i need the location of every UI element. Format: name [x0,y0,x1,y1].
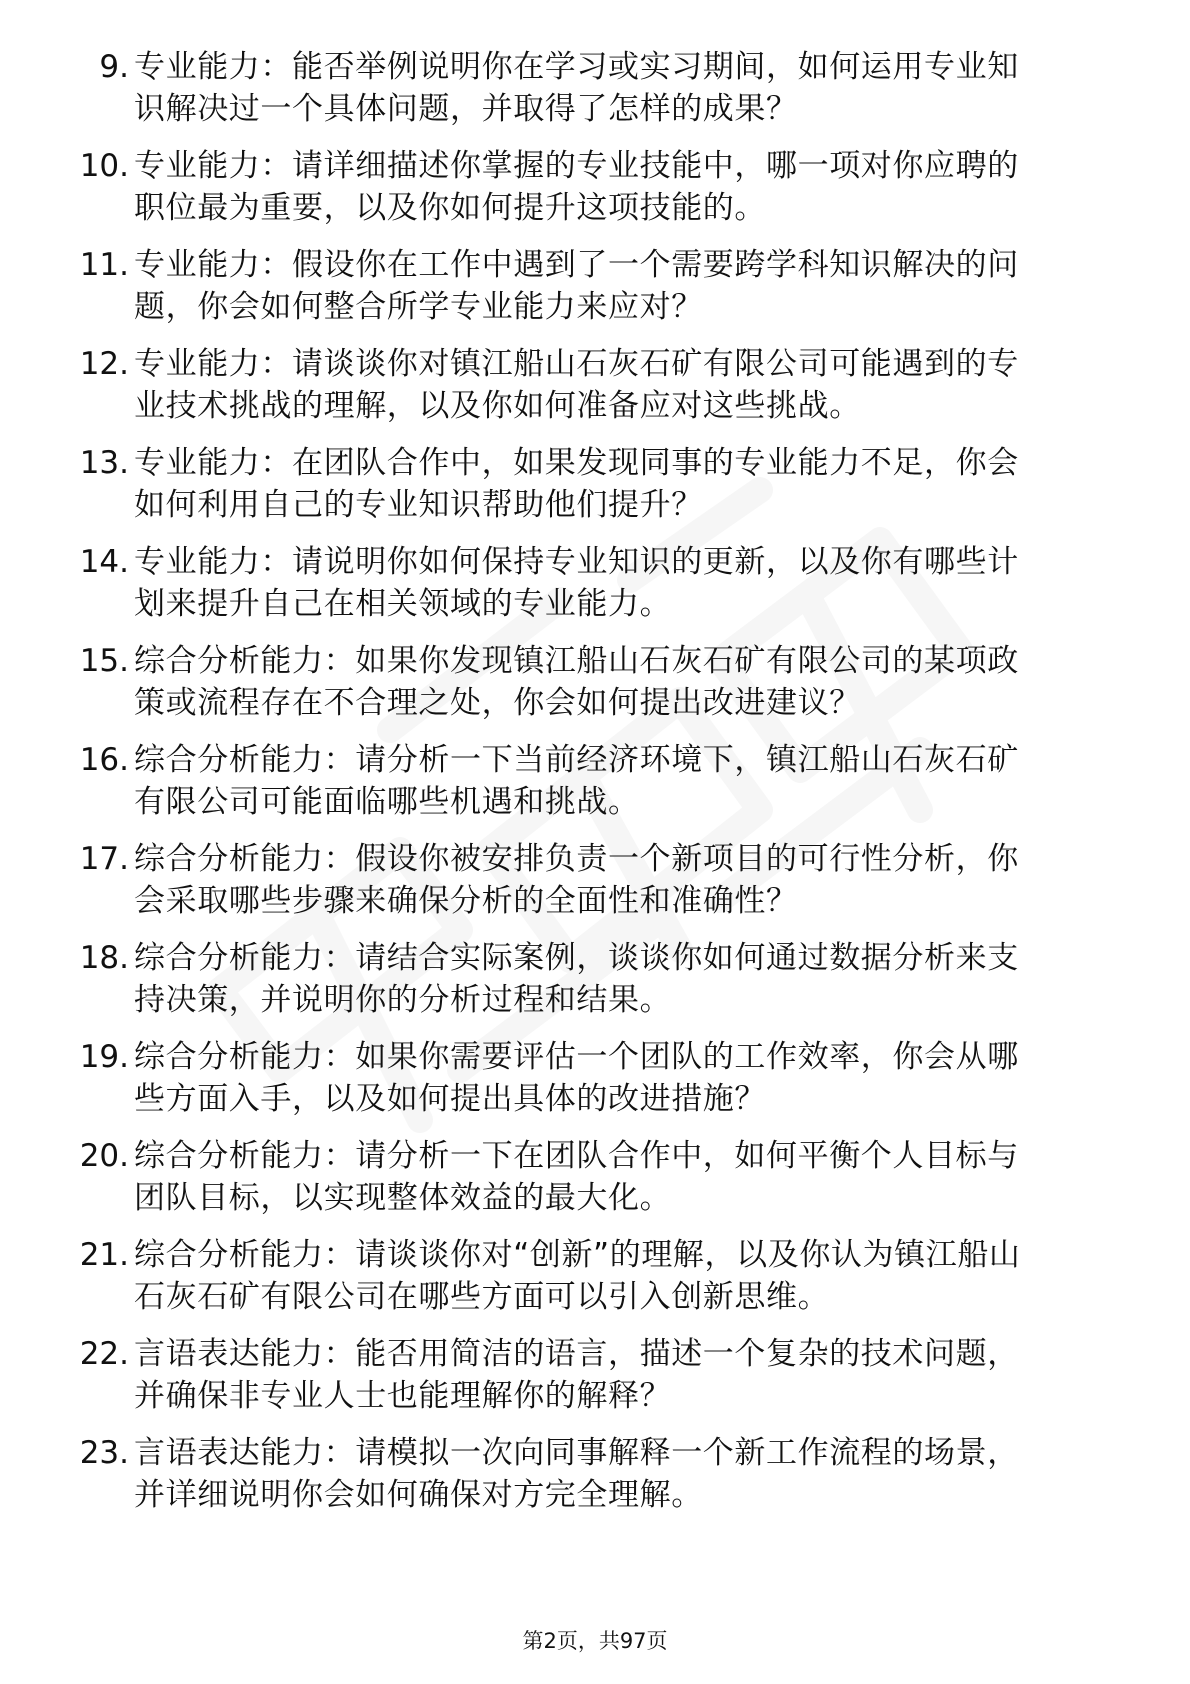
question-list [0,46,1190,1531]
question-text-line: 并确保非专业人士也能理解你的解释？ [134,1378,672,1414]
question-text-line: 持决策，并说明你的分析过程和结果。 [134,982,672,1018]
question-text-line: 言语表达能力：请模拟一次向同事解释一个新工作流程的场景， [134,1435,1019,1471]
question-text [134,343,1124,427]
question-text [134,541,1124,625]
page-footer [0,1627,1190,1655]
question-text [134,46,1124,130]
question-item [0,1036,1190,1135]
question-text-line: 综合分析能力：请谈谈你对“创新”的理解，以及你认为镇江船山 [134,1237,1021,1273]
question-item [0,1333,1190,1432]
question-text [134,838,1124,922]
question-number: 21. [79,1237,129,1273]
question-item [0,1234,1190,1333]
question-text-line: 专业能力：在团队合作中，如果发现同事的专业能力不足，你会 [134,445,1019,481]
question-text [134,640,1124,724]
question-number: 10. [79,148,129,184]
question-text-line: 团队目标，以实现整体效益的最大化。 [134,1180,672,1216]
question-text-line: 综合分析能力：如果你需要评估一个团队的工作效率，你会从哪 [134,1039,1019,1075]
page-number-label: 第2页，共97页 [522,1629,668,1653]
question-text [134,1135,1124,1219]
question-number: 13. [79,445,129,481]
question-number: 15. [79,643,129,679]
question-text [134,145,1124,229]
question-text [134,442,1124,526]
question-item [0,46,1190,145]
question-item [0,541,1190,640]
question-text-line: 业技术挑战的理解，以及你如何准备应对这些挑战。 [134,388,861,424]
question-text [134,1333,1124,1417]
question-item [0,145,1190,244]
question-item [0,838,1190,937]
question-number: 14. [79,544,129,580]
question-item [0,640,1190,739]
question-number: 9. [99,49,129,85]
question-text-line: 有限公司可能面临哪些机遇和挑战。 [134,784,640,820]
question-number: 23. [79,1435,129,1471]
question-text-line: 专业能力：请说明你如何保持专业知识的更新，以及你有哪些计 [134,544,1019,580]
question-text-line: 并详细说明你会如何确保对方完全理解。 [134,1477,703,1513]
question-text-line: 专业能力：假设你在工作中遇到了一个需要跨学科知识解决的问 [134,247,1019,283]
question-number: 11. [79,247,129,283]
question-item [0,937,1190,1036]
question-text-line: 如何利用自己的专业知识帮助他们提升？ [134,487,703,523]
question-item [0,739,1190,838]
question-text-line: 题，你会如何整合所学专业能力来应对？ [134,289,703,325]
question-number: 22. [79,1336,129,1372]
question-text-line: 划来提升自己在相关领域的专业能力。 [134,586,672,622]
question-text-line: 石灰石矿有限公司在哪些方面可以引入创新思维。 [134,1279,830,1315]
question-text-line: 专业能力：请谈谈你对镇江船山石灰石矿有限公司可能遇到的专 [134,346,1019,382]
question-text-line: 综合分析能力：请结合实际案例，谈谈你如何通过数据分析来支 [134,940,1019,976]
question-text-line: 综合分析能力：如果你发现镇江船山石灰石矿有限公司的某项政 [134,643,1019,679]
question-item [0,244,1190,343]
question-number: 20. [79,1138,129,1174]
question-text [134,1234,1124,1318]
question-number: 17. [79,841,129,877]
question-number: 16. [79,742,129,778]
question-text-line: 识解决过一个具体问题，并取得了怎样的成果？ [134,91,798,127]
question-number: 12. [79,346,129,382]
question-number: 18. [79,940,129,976]
question-text [134,244,1124,328]
question-item [0,442,1190,541]
question-item [0,1135,1190,1234]
question-text-line: 专业能力：请详细描述你掌握的专业技能中，哪一项对你应聘的 [134,148,1019,184]
question-item [0,1432,1190,1531]
question-number: 19. [79,1039,129,1075]
question-text-line: 专业能力：能否举例说明你在学习或实习期间，如何运用专业知 [134,49,1019,85]
question-text-line: 职位最为重要，以及你如何提升这项技能的。 [134,190,766,226]
question-text-line: 综合分析能力：请分析一下当前经济环境下，镇江船山石灰石矿 [134,742,1019,778]
question-text [134,937,1124,1021]
question-text-line: 会采取哪些步骤来确保分析的全面性和准确性？ [134,883,798,919]
question-text-line: 言语表达能力：能否用简洁的语言，描述一个复杂的技术问题， [134,1336,1019,1372]
question-text-line: 些方面入手，以及如何提出具体的改进措施？ [134,1081,766,1117]
question-text-line: 综合分析能力：请分析一下在团队合作中，如何平衡个人目标与 [134,1138,1019,1174]
question-text [134,1036,1124,1120]
question-text [134,1432,1124,1516]
question-item [0,343,1190,442]
question-text-line: 综合分析能力：假设你被安排负责一个新项目的可行性分析，你 [134,841,1019,877]
question-text-line: 策或流程存在不合理之处，你会如何提出改进建议？ [134,685,861,721]
question-text [134,739,1124,823]
